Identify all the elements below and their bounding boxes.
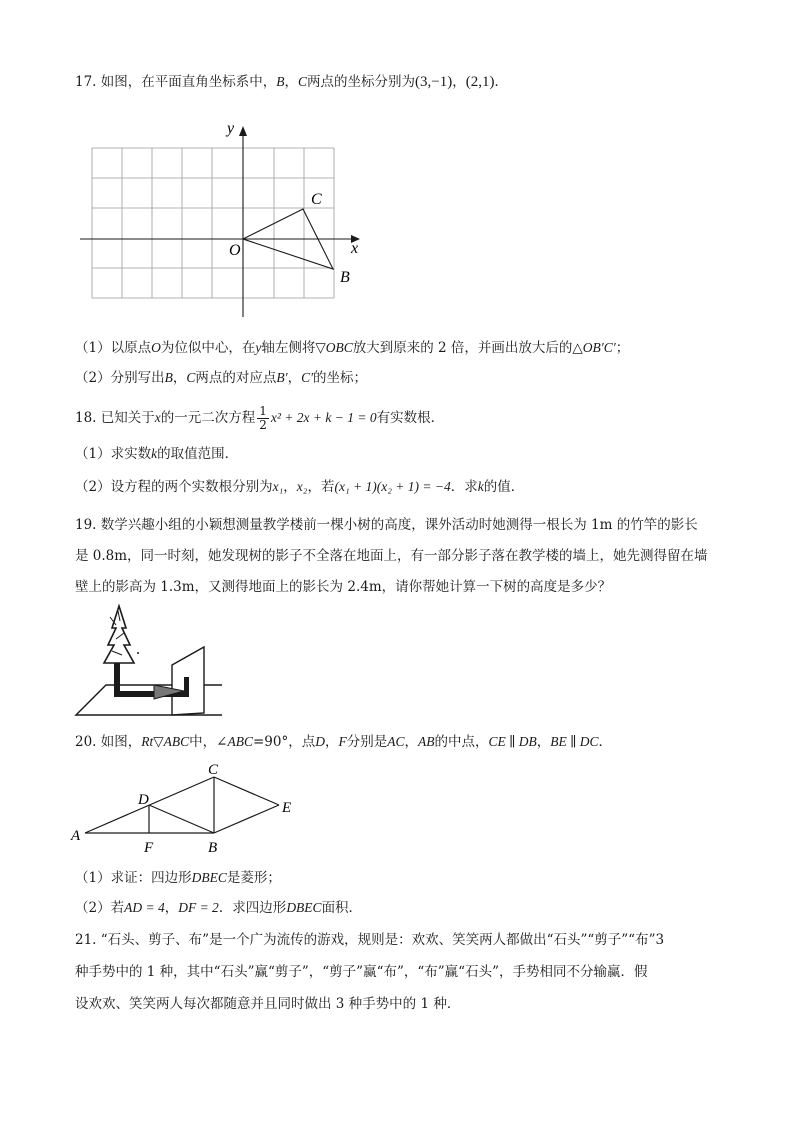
wall-shadow	[184, 677, 189, 697]
q18-frac-den: 2	[259, 418, 267, 432]
q17-coord-b: (3,−1)	[415, 74, 453, 90]
q20-p2-b: ，	[164, 900, 179, 916]
q17-p2-g: ，	[287, 370, 302, 386]
q18-frac-num: 1	[259, 404, 267, 418]
q20-par1: CE ∥ DB	[488, 734, 537, 749]
q18-stem	[75, 404, 444, 432]
q18-p2-d: ．求	[450, 479, 478, 495]
q17-coord-c: (2,1)	[465, 74, 495, 90]
label-f: F	[144, 840, 154, 855]
q20-stem	[75, 732, 612, 752]
q20-b: 中，∠	[189, 734, 228, 750]
label-a: A	[71, 828, 81, 844]
q17-p1-o: O	[151, 340, 161, 355]
q20-p1-b: 是菱形；	[226, 870, 281, 886]
q18-p2-e: 的值．	[483, 479, 525, 495]
q20-ab: AB	[417, 734, 435, 749]
q17-stem	[75, 72, 508, 92]
segment-db	[149, 805, 214, 833]
q17-p1-y: y	[255, 340, 262, 355]
q17-point-b: B	[276, 74, 285, 89]
q17-end: ．	[494, 74, 508, 90]
q20-k: ．	[598, 734, 612, 750]
q17-p1-e: ；	[615, 340, 630, 356]
label-e: E	[282, 800, 292, 816]
q17-point-c: C	[298, 74, 308, 89]
label-b: B	[340, 269, 350, 286]
q21-line2: 种手势中的 1 种，其中“石头”赢“剪子”，“剪子”赢“布”，“布”赢“石头”，手势相同不分输赢．假	[75, 964, 648, 980]
q20-d: D	[315, 734, 325, 749]
q19-line1: 19. 数学兴趣小组的小颖想测量教学楼前一棵小树的高度，课外活动时她测得一根长为 1m 的竹竿的影长	[75, 517, 698, 533]
y-axis-arrow-icon	[239, 126, 247, 136]
q17-p2-e: 两点的对应点	[195, 370, 277, 386]
q20-p2-ad: AD = 4	[124, 900, 165, 915]
q19-line2: 是 0.8m，同一时刻，她发现树的影子不全落在地面上，有一部分影子落在教学楼的墙上，她先测得留在墙	[75, 548, 708, 564]
q20-h: ，	[404, 734, 418, 750]
q21-line3: 设欢欢、笑笑两人每次都随意并且同时做出 3 种手势中的 1 种．	[75, 996, 461, 1012]
q18-a: 18. 已知关于	[75, 410, 155, 426]
q17-p2-b: B	[164, 370, 173, 385]
label-b: B	[208, 840, 218, 855]
q20-tri: Rt▽ABC	[141, 734, 190, 749]
q20-abc: ABC	[227, 734, 253, 749]
q18-c: 有实数根．	[376, 410, 445, 426]
q17-part2	[75, 368, 367, 388]
q18-p2-c: ，若	[307, 479, 335, 495]
tree-trunk	[114, 663, 120, 697]
q18-part2	[75, 477, 524, 497]
q18-part1	[75, 444, 238, 464]
q17-part1	[75, 338, 629, 358]
q18-b: 的一元二次方程	[160, 410, 256, 426]
q17-p2-c: ，	[172, 370, 187, 386]
q20-e: ，	[324, 734, 339, 750]
q20-p2-d: 面积．	[321, 900, 363, 916]
q18-p2-x2: x₂	[296, 479, 308, 494]
q20-f: F	[338, 734, 347, 749]
q17-p2-h: C′	[301, 370, 314, 385]
q20-j: ，	[536, 734, 551, 750]
q18-p2-x1: x₁	[272, 479, 284, 494]
q17-p1-a: （1）以原点	[75, 340, 152, 356]
q17-p1-d: 放大到原来的 2 倍，并画出放大后的	[352, 340, 573, 356]
q20-c: =90°，点	[252, 734, 316, 750]
q17-p1-c: 轴左侧将	[261, 340, 316, 356]
q18-p1-b: 的取值范围．	[157, 446, 239, 462]
q17-p1-tri2: △OB′C′	[572, 340, 616, 355]
segment-eb	[214, 805, 279, 833]
q20-p2-df: DF = 2	[178, 900, 219, 915]
q17-coordinate-figure	[75, 115, 375, 325]
q17-stem-text-2: 两点的坐标分别为	[307, 74, 416, 90]
label-c: C	[311, 191, 322, 208]
q20-p2-a: （2）若	[75, 900, 125, 916]
label-c: C	[208, 762, 219, 778]
q18-fraction	[257, 405, 269, 432]
q20-ac: AC	[387, 734, 405, 749]
q18-p2-eq: (x₁ + 1)(x₂ + 1) = −4	[334, 479, 451, 494]
q18-p2-b: ，	[283, 479, 297, 495]
q19-line3: 壁上的影高为 1.3m，又测得地面上的影长为 2.4m，请你帮她计算一下树的高度是多少？	[75, 579, 612, 595]
q20-p1-a: （1）求证：四边形	[75, 870, 192, 886]
q20-rhombus-figure	[68, 760, 308, 855]
label-x: x	[351, 240, 359, 257]
label-o: O	[229, 242, 241, 259]
q18-equation: x² + 2x + k − 1 = 0	[270, 410, 377, 425]
label-d: D	[138, 792, 149, 808]
q20-p2-c: ．求四边形	[218, 900, 287, 916]
label-y: y	[227, 120, 235, 137]
q20-par2: BE ∥ DC	[550, 734, 599, 749]
q19-tree-shadow-figure	[72, 603, 222, 723]
q18-p1-a: （1）求实数	[75, 446, 152, 462]
q20-g: 分别是	[346, 734, 388, 750]
q20-part2	[75, 898, 362, 918]
q17-comma: ，	[284, 74, 299, 90]
q20-a: 20. 如图，	[75, 734, 142, 750]
q17-sep: ，	[452, 74, 466, 90]
q17-grid	[92, 148, 334, 298]
q17-p2-f: B′	[276, 370, 288, 385]
q20-part1	[75, 868, 281, 888]
q17-p2-i: 的坐标；	[313, 370, 368, 386]
q17-stem-text: 17. 如图，在平面直角坐标系中，	[75, 74, 277, 90]
q17-p1-tri: ▽OBC	[315, 340, 353, 355]
q20-p1-dbec: DBEC	[191, 870, 227, 885]
q20-p2-dbec: DBEC	[286, 900, 322, 915]
q18-p2-a: （2）设方程的两个实数根分别为	[75, 479, 273, 495]
dot	[137, 652, 139, 654]
q18-x: x	[154, 410, 161, 425]
q17-p1-b: 为位似中心，在	[160, 340, 256, 356]
q17-p2-d: C	[186, 370, 196, 385]
q18-p1-k: k	[151, 446, 158, 461]
segment-ce	[214, 777, 279, 805]
q21-line1: 21. “石头、剪子、布”是一个广为流传的游戏，规则是：欢欢、笑笑两人都做出“石头”“剪子”“布”3	[75, 932, 665, 948]
q17-p2-a: （2）分别写出	[75, 370, 165, 386]
q18-p2-k: k	[477, 479, 484, 494]
q20-i: 的中点，	[434, 734, 489, 750]
